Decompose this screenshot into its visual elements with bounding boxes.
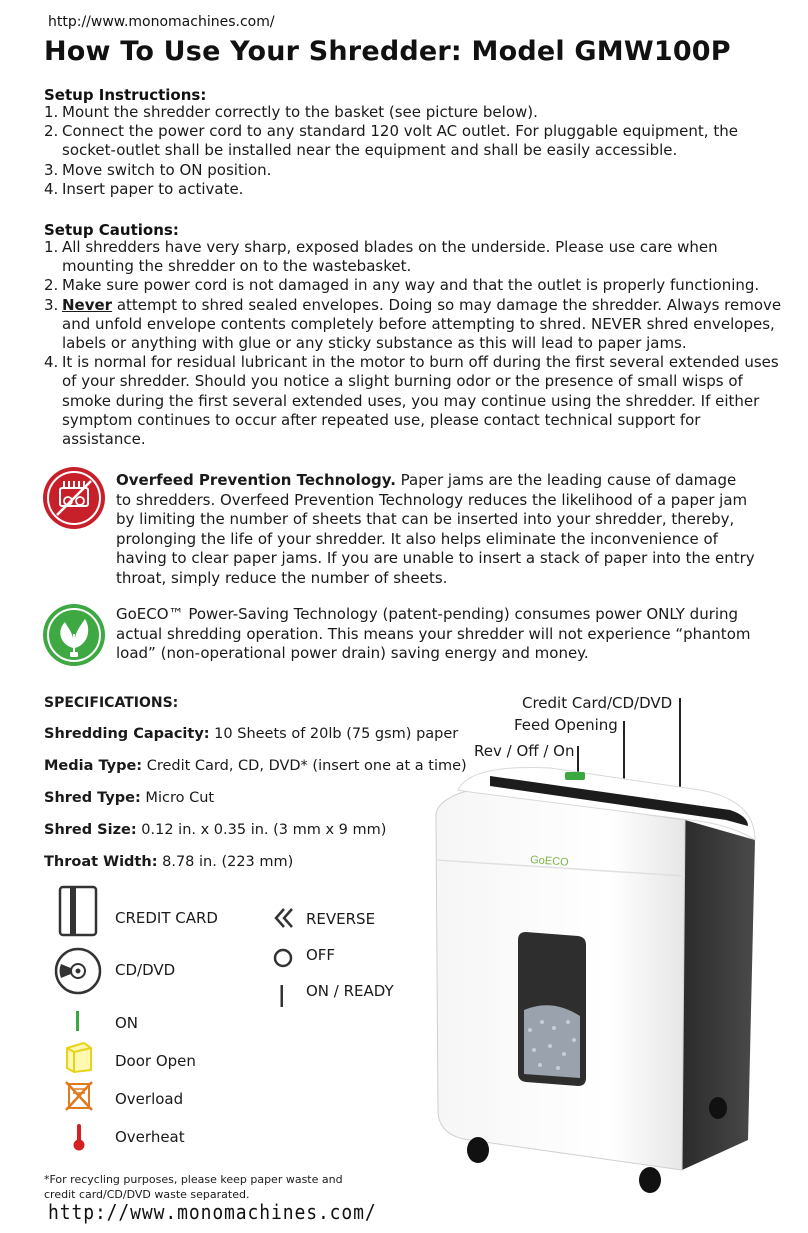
setup-instructions-heading: Setup Instructions: [44,86,207,104]
legend-off: OFF [306,946,336,964]
specifications-heading: SPECIFICATIONS: [44,695,179,711]
legend-on: ON [115,1014,139,1032]
list-item: 4. It is normal for residual lubricant in the motor to burn off during the first several extended uses of your shredder. Should you notice a slight burning odor or the presence of small wisps of smoke during the first several extended uses, you may continue using the shredder. If either symptom continues to occur after repeated use, please contact technical support for assistance. [44,353,779,449]
list-item: 2. Make sure power cord is not damaged in any way and that the outlet is properly functioning. [44,276,760,295]
spec-shred-type: Shred Type: Micro Cut [44,790,215,806]
list-item: 3. Move switch to ON position. [44,160,272,179]
spec-media-type: Media Type: Credit Card, CD, DVD* (insert one at a time) [44,758,467,774]
legend-cd-dvd: CD/DVD [115,961,176,979]
list-item: 1. Mount the shredder correctly to the basket (see picture below). [44,103,538,121]
spec-shredding-capacity: Shredding Capacity: 10 Sheets of 20lb (75 gsm) paper [44,726,459,742]
legend-on-ready: ON / READY [306,982,394,1000]
setup-cautions-heading: Setup Cautions: [44,221,179,239]
on-led-icon [74,1011,82,1033]
goeco-paragraph: GoECO™ Power-Saving Technology (patent-pending) consumes power ONLY during actual shredding operation. This means your shredder will not experience “phantom load” (non-operational power drain) saving energy and money. [116,605,751,662]
legend-overload: Overload [115,1090,184,1108]
shredder-image [430,760,760,1200]
page-title: How To Use Your Shredder: Model GMW100P [44,36,731,67]
spec-throat-width: Throat Width: 8.78 in. (223 mm) [44,854,294,870]
list-item: 4. Insert paper to activate. [44,179,244,198]
callout-feed-opening: Feed Opening [514,716,618,734]
thermometer-icon [70,1122,88,1152]
legend-reverse: REVERSE [306,910,376,928]
callout-rev-off-on: Rev / Off / On [474,742,575,760]
list-item: 1. All shredders have very sharp, exposed blades on the underside. Please use care when mounting the shredder on to the wastebasket. [44,238,718,276]
list-item: 2. Connect the power cord to any standard 120 volt AC outlet. For pluggable equipment, the socket-outlet shall be installed near the equipment and shall be easily accessible. [44,122,738,160]
legend-overheat: Overheat [115,1128,185,1146]
footer-url: http://www.monomachines.com/ [48,1200,377,1224]
spec-shred-size: Shred Size: 0.12 in. x 0.35 in. (3 mm x 9 mm) [44,822,387,838]
door-open-icon [64,1040,94,1074]
legend-credit-card: CREDIT CARD [115,909,218,927]
overfeed-paragraph: Overfeed Prevention Technology. Paper jams are the leading cause of damage to shredders. Overfeed Prevention Technology reduces the likelihood of a paper jam by limiting the number of sheets that can be inserted into your shredder, thereby, prolonging the life of your shredder. It also helps eliminate the inconvenience of having to clear paper jams. If you are unable to insert a stack of paper into the entry throat, simply reduce the number of sheets. [116,471,755,587]
page-url: http://www.monomachines.com/ [48,14,275,30]
legend-door-open: Door Open [115,1052,196,1070]
overload-icon [64,1080,94,1112]
setup-cautions-list [44,238,784,449]
recycling-footnote: *For recycling purposes, please keep paper waste and credit card/CD/DVD waste separated. [44,1173,343,1201]
overfeed-prevention-icon [43,467,105,529]
credit-card-icon [58,885,98,937]
shredder-brand-label: GoECO [529,854,570,869]
reverse-icon [272,906,296,930]
goeco-leaf-icon [43,604,105,666]
cd-dvd-icon [53,946,103,996]
list-item: 3. Never attempt to shred sealed envelopes. Doing so may damage the shredder. Always remove and unfold envelope contents completely before attempting to shred. NEVER shred envelopes, labels or anything with glue or any sticky substance as this will lead to paper jams. [44,295,782,353]
off-icon [272,947,294,969]
on-ready-icon [278,983,286,1009]
setup-instructions-list [44,103,784,199]
callout-credit-card-cd-dvd: Credit Card/CD/DVD [522,694,673,712]
